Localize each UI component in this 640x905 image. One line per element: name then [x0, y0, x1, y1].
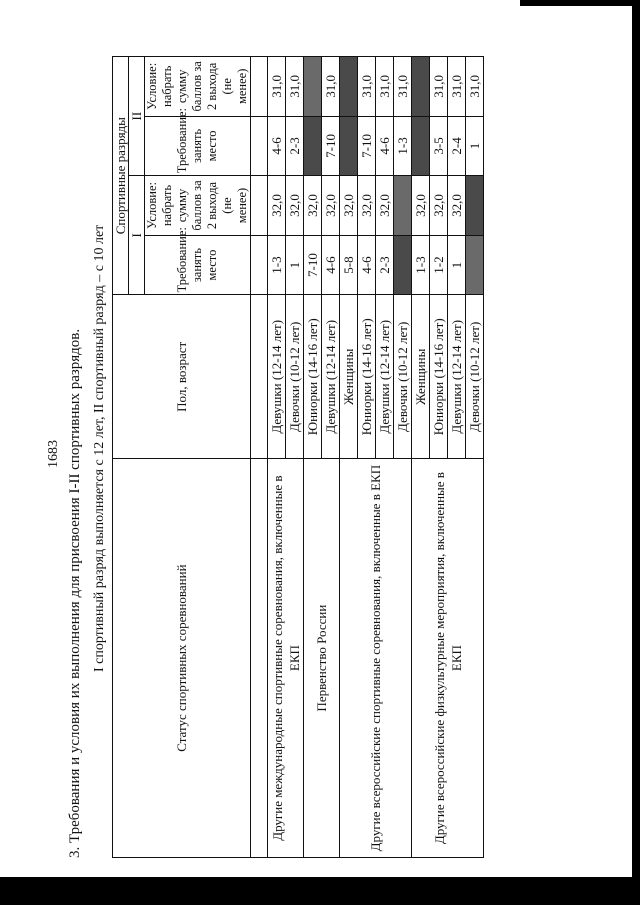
score-1-cell: 32,0 — [322, 176, 340, 236]
header-condition-1: Условие: набрать сумму баллов за 2 выхода (не менее) — [145, 176, 251, 236]
score-1-cell: 32,0 — [358, 176, 376, 236]
place-2-cell: 1 — [466, 116, 484, 176]
sex-age-cell: Девочки (10-12 лет) — [394, 295, 412, 459]
score-1-cell: 32,0 — [304, 176, 322, 236]
place-2-cell: 2-4 — [448, 116, 466, 176]
header-sex-age: Пол, возраст — [113, 295, 251, 459]
empty-shaded-cell — [412, 116, 430, 176]
place-2-cell: 2-3 — [286, 116, 304, 176]
scan-edge-top — [520, 0, 640, 6]
sex-age-cell: Юниорки (14-16 лет) — [358, 295, 376, 459]
rank-requirements-table — [112, 56, 484, 858]
header-sport-ranks: Спортивные разряды — [113, 57, 129, 295]
place-1-cell: 1-2 — [430, 235, 448, 295]
col-number — [251, 176, 268, 236]
score-2-cell: 31,0 — [430, 57, 448, 117]
header-rank-2: II — [129, 57, 145, 176]
place-1-cell: 1-3 — [268, 235, 286, 295]
sex-age-cell: Юниорки (14-16 лет) — [430, 295, 448, 459]
empty-shaded-cell — [304, 116, 322, 176]
sex-age-cell: Девушки (12-14 лет) — [376, 295, 394, 459]
score-1-cell: 32,0 — [286, 176, 304, 236]
header-status: Статус спортивных соревнований — [113, 459, 251, 858]
score-2-cell: 31,0 — [394, 57, 412, 117]
table-row — [340, 57, 358, 858]
empty-shaded-cell — [394, 235, 412, 295]
page-number: 1683 — [46, 440, 61, 468]
column-number-row — [251, 57, 268, 858]
sex-age-cell: Женщины — [340, 295, 358, 459]
section-heading: 3. Требования и условия их выполнения для присвоения I-II спортивных разрядов. — [67, 328, 83, 858]
place-1-cell: 2-3 — [376, 235, 394, 295]
empty-shaded-cell — [466, 176, 484, 236]
place-1-cell: 1 — [448, 235, 466, 295]
score-1-cell: 32,0 — [430, 176, 448, 236]
place-2-cell: 7-10 — [322, 116, 340, 176]
sex-age-cell: Юниорки (14-16 лет) — [304, 295, 322, 459]
place-2-cell: 7-10 — [358, 116, 376, 176]
header-condition-2: Условие: набрать сумму баллов за 2 выхода (не менее) — [145, 57, 251, 117]
place-2-cell: 4-6 — [268, 116, 286, 176]
score-2-cell: 31,0 — [322, 57, 340, 117]
sex-age-cell: Девушки (12-14 лет) — [322, 295, 340, 459]
header-requirement-2: Требование: занять место — [145, 116, 251, 176]
empty-shaded-cell — [394, 176, 412, 236]
header-requirement-1: Требование: занять место — [145, 235, 251, 295]
col-number — [251, 116, 268, 176]
score-2-cell: 31,0 — [286, 57, 304, 117]
col-number — [251, 235, 268, 295]
table-row — [412, 57, 430, 858]
score-2-cell: 31,0 — [358, 57, 376, 117]
empty-shaded-cell — [340, 57, 358, 117]
place-2-cell: 4-6 — [376, 116, 394, 176]
place-1-cell: 1 — [286, 235, 304, 295]
sex-age-cell: Девочки (10-12 лет) — [466, 295, 484, 459]
col-number — [251, 57, 268, 117]
status-cell: Другие всероссийские спортивные соревнования, включенные в ЕКП — [340, 459, 412, 858]
sex-age-cell: Женщины — [412, 295, 430, 459]
empty-shaded-cell — [340, 116, 358, 176]
sex-age-cell: Девушки (12-14 лет) — [448, 295, 466, 459]
table-row — [304, 57, 322, 858]
score-2-cell: 31,0 — [268, 57, 286, 117]
place-1-cell: 4-6 — [358, 235, 376, 295]
place-2-cell: 1-3 — [394, 116, 412, 176]
score-1-cell: 32,0 — [448, 176, 466, 236]
status-cell: Другие международные спортивные соревнования, включенные в ЕКП — [268, 459, 304, 858]
score-2-cell: 31,0 — [466, 57, 484, 117]
place-1-cell: 4-6 — [322, 235, 340, 295]
place-1-cell: 7-10 — [304, 235, 322, 295]
place-1-cell: 1-3 — [412, 235, 430, 295]
status-cell: Первенство России — [304, 459, 340, 858]
status-cell: Другие всероссийские физкультурные мероприятия, включенные в ЕКП — [412, 459, 484, 858]
col-number — [251, 295, 268, 459]
header-rank-1: I — [129, 176, 145, 295]
age-requirement-note: I спортивный разряд выполняется с 12 лет, II спортивный разряд – с 10 лет — [92, 224, 107, 672]
scan-border-bottom — [0, 877, 640, 905]
sex-age-cell: Девушки (12-14 лет) — [268, 295, 286, 459]
sex-age-cell: Девочки (10-12 лет) — [286, 295, 304, 459]
col-number — [251, 459, 268, 858]
score-2-cell: 31,0 — [376, 57, 394, 117]
table-row — [268, 57, 286, 858]
score-1-cell: 32,0 — [340, 176, 358, 236]
score-1-cell: 32,0 — [376, 176, 394, 236]
score-1-cell: 32,0 — [268, 176, 286, 236]
empty-shaded-cell — [412, 57, 430, 117]
place-1-cell: 5-8 — [340, 235, 358, 295]
empty-shaded-cell — [466, 235, 484, 295]
place-2-cell: 3-5 — [430, 116, 448, 176]
empty-shaded-cell — [304, 57, 322, 117]
score-2-cell: 31,0 — [448, 57, 466, 117]
score-1-cell: 32,0 — [412, 176, 430, 236]
rotated-page — [46, 38, 640, 858]
